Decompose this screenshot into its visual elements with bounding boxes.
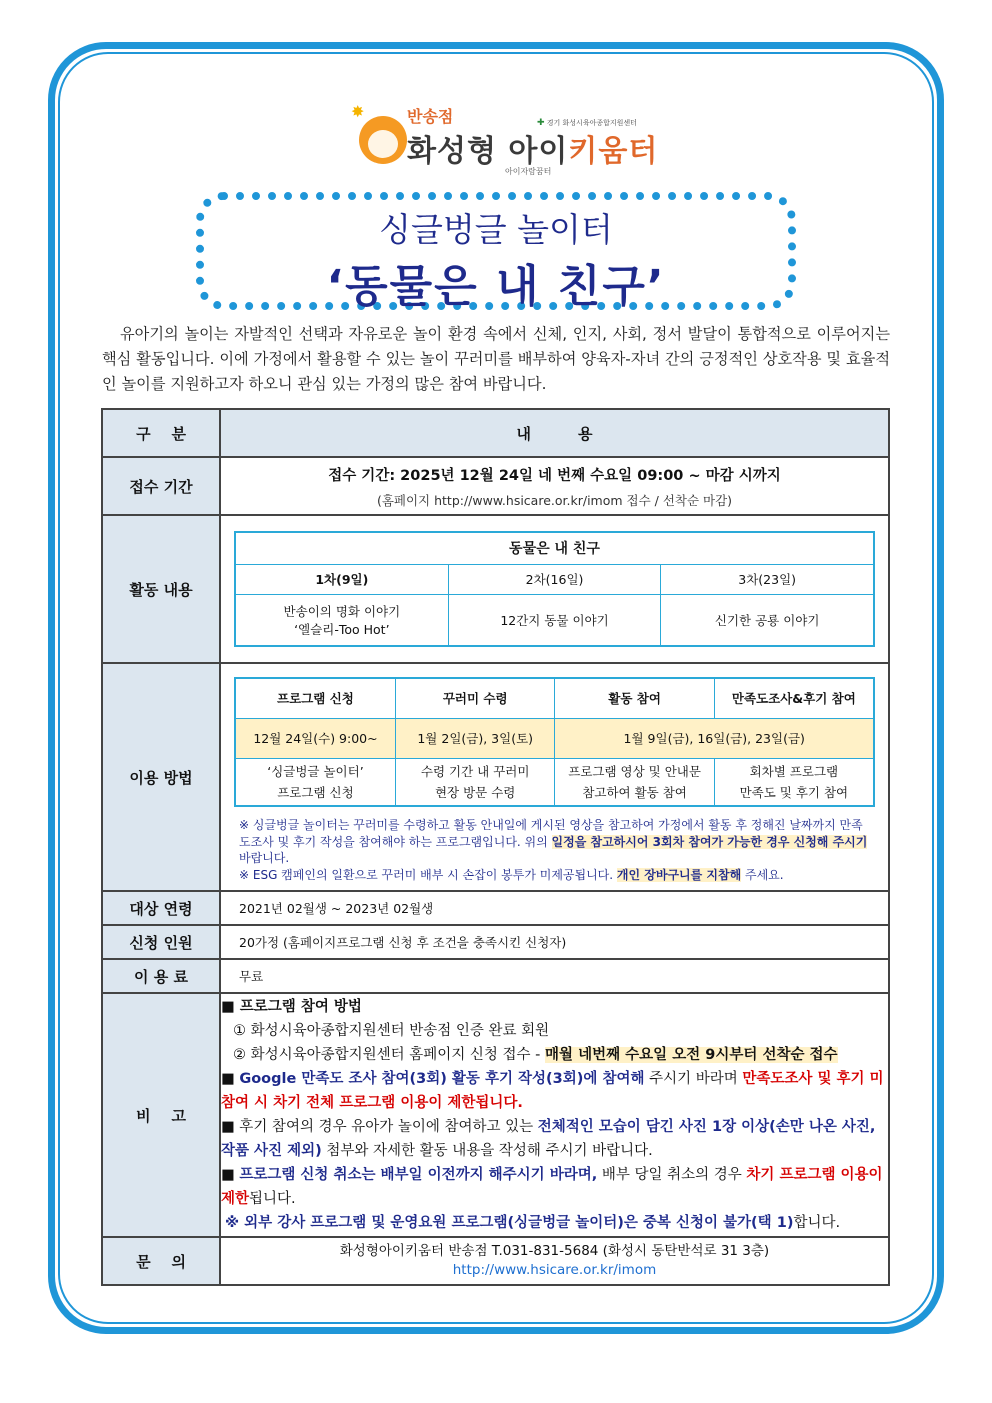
remarks-cell	[220, 993, 889, 1237]
remarks-line: ■ Google 만족도 조사 참여(3회) 활동 후기 작성(3회)에 참여해 주시기 바라며 만족도조사 및 후기 미참여 시 차기 전체 프로그램 이용이 제한됩니다.	[221, 1071, 884, 1111]
fee-value: 무료	[220, 959, 889, 993]
session-desc: 신기한 공룡 이야기	[661, 594, 874, 646]
usage-date: 12월 24일(수) 9:00~	[235, 718, 395, 758]
usage-desc: 프로그램 영상 및 안내문 참고하여 활동 참여	[555, 758, 714, 806]
contact-cell	[220, 1237, 889, 1285]
center-logo: ✚ 경기 화성시육아종합지원센터	[537, 118, 637, 128]
logo-name: 화성형 아이키움터	[407, 134, 659, 169]
usage-date: 1월 9일(금), 16일(금), 23일(금)	[555, 718, 874, 758]
usage-cell	[220, 663, 889, 891]
reception-label: 접수 기간	[102, 457, 220, 515]
session-head: 3차(23일)	[661, 564, 874, 594]
title-line1: 싱글벙글 놀이터	[379, 210, 613, 249]
star-icon: ✸	[351, 102, 365, 121]
remarks-line: ② 화성시육아종합지원센터 홈페이지 신청 접수 - 매월 네번째 수요일 오전 9시부터 선착순 접수	[233, 1047, 838, 1063]
people-label: 신청 인원	[102, 925, 220, 959]
remarks-line: ■ 프로그램 신청 취소는 배부일 이전까지 해주시기 바라며, 배부 당일 취소의 경우 차기 프로그램 이용이 제한됩니다.	[221, 1167, 883, 1207]
session-head: 2차(16일)	[448, 564, 661, 594]
session-head: 1차(9일)	[235, 564, 448, 594]
activity-table	[234, 531, 875, 647]
contact-info: 화성형아이키움터 반송점 T.031-831-5684 (화성시 동탄반석로 31 3층)	[339, 1243, 770, 1259]
usage-head: 활동 참여	[555, 678, 714, 718]
session-desc: 12간지 동물 이야기	[448, 594, 661, 646]
remarks-line: ■ 프로그램 참여 방법	[221, 999, 362, 1015]
title-line2: ‘동물은 내 친구’	[326, 261, 666, 312]
contact-link[interactable]: http://www.hsicare.or.kr/imom	[452, 1262, 657, 1278]
activity-title: 동물은 내 친구	[235, 532, 874, 564]
usage-desc: 회차별 프로그램 만족도 및 후기 참여	[714, 758, 874, 806]
activity-cell	[220, 515, 889, 663]
logo-subtitle: 아이자람꿈터	[505, 167, 552, 176]
usage-label: 이용 방법	[102, 663, 220, 891]
header-content: 내 용	[220, 409, 889, 457]
usage-head: 프로그램 신청	[235, 678, 395, 718]
header-label: 구 분	[102, 409, 220, 457]
usage-head: 만족도조사&후기 참여	[714, 678, 874, 718]
usage-head: 꾸러미 수령	[395, 678, 555, 718]
logo-face-icon	[359, 116, 407, 164]
remarks-line: ■ 후기 참여의 경우 유아가 놀이에 참여하고 있는 전체적인 모습이 담긴 사진 1장 이상(손만 나온 사진, 작품 사진 제외) 첨부와 자세한 활동 내용을 작성해 주시기 바랍니다.	[221, 1119, 876, 1159]
session-desc: 반송이의 명화 이야기 ‘엘슬리-Too Hot’	[235, 594, 448, 646]
info-table	[101, 408, 890, 1286]
remarks-line: ① 화성시육아종합지원센터 반송점 인증 완료 회원	[233, 1023, 550, 1039]
logo	[351, 102, 659, 182]
usage-desc: 수령 기간 내 꾸러미 현장 방문 수령	[395, 758, 555, 806]
intro-paragraph: 유아기의 놀이는 자발적인 선택과 자유로운 놀이 환경 속에서 신체, 인지, 사회, 정서 발달이 통합적으로 이루어지는 핵심 활동입니다. 이에 가정에서 활용할 수 있는 놀이 꾸러미를 배부하여 양육자-자녀 간의 긍정적인 상호작용 및 효율적인 놀이를 지원하고자 하오니 관심 있는 가정의 많은 참여 바랍니다.	[102, 325, 890, 393]
reception-main: 접수 기간: 2025년 12월 24일 네 번째 수요일 09:00 ~ 마감 시까지	[328, 467, 781, 484]
contact-label: 문 의	[102, 1237, 220, 1285]
center-logo-icon: ✚	[537, 118, 545, 128]
usage-note-1: ※ 싱글벙글 놀이터는 꾸러미를 수령하고 활동 안내일에 게시된 영상을 참고하여 가정에서 활동 후 정해진 날짜까지 만족도조사 및 후기 작성을 참여해야 하는 프로그램입니다. 위의 일정을 참고하시어 3회차 참여가 가능한 경우 신청해 주시기 바랍니다.	[239, 818, 868, 865]
logo-branch: 반송점	[407, 107, 454, 126]
usage-desc: ‘싱글벙글 놀이터’ 프로그램 신청	[235, 758, 395, 806]
usage-table	[234, 677, 875, 807]
age-value: 2021년 02월생 ~ 2023년 02월생	[220, 891, 889, 925]
remarks-label: 비 고	[102, 993, 220, 1237]
fee-label: 이 용 료	[102, 959, 220, 993]
remarks-line: ※ 외부 강사 프로그램 및 운영요원 프로그램(싱글벙글 놀이터)은 중복 신청이 불가(택 1)합니다.	[225, 1215, 841, 1231]
usage-note-2: ※ ESG 캠페인의 일환으로 꾸러미 배부 시 손잡이 봉투가 미제공됩니다. 개인 장바구니를 지참해 주세요.	[239, 867, 784, 882]
age-label: 대상 연령	[102, 891, 220, 925]
reception-sub: (홈페이지 http://www.hsicare.or.kr/imom 접수 / 선착순 마감)	[376, 492, 733, 508]
usage-date: 1월 2일(금), 3일(토)	[395, 718, 555, 758]
reception-cell	[220, 457, 889, 515]
activity-label: 활동 내용	[102, 515, 220, 663]
people-value: 20가정 (홈페이지프로그램 신청 후 조건을 충족시킨 신청자)	[220, 925, 889, 959]
